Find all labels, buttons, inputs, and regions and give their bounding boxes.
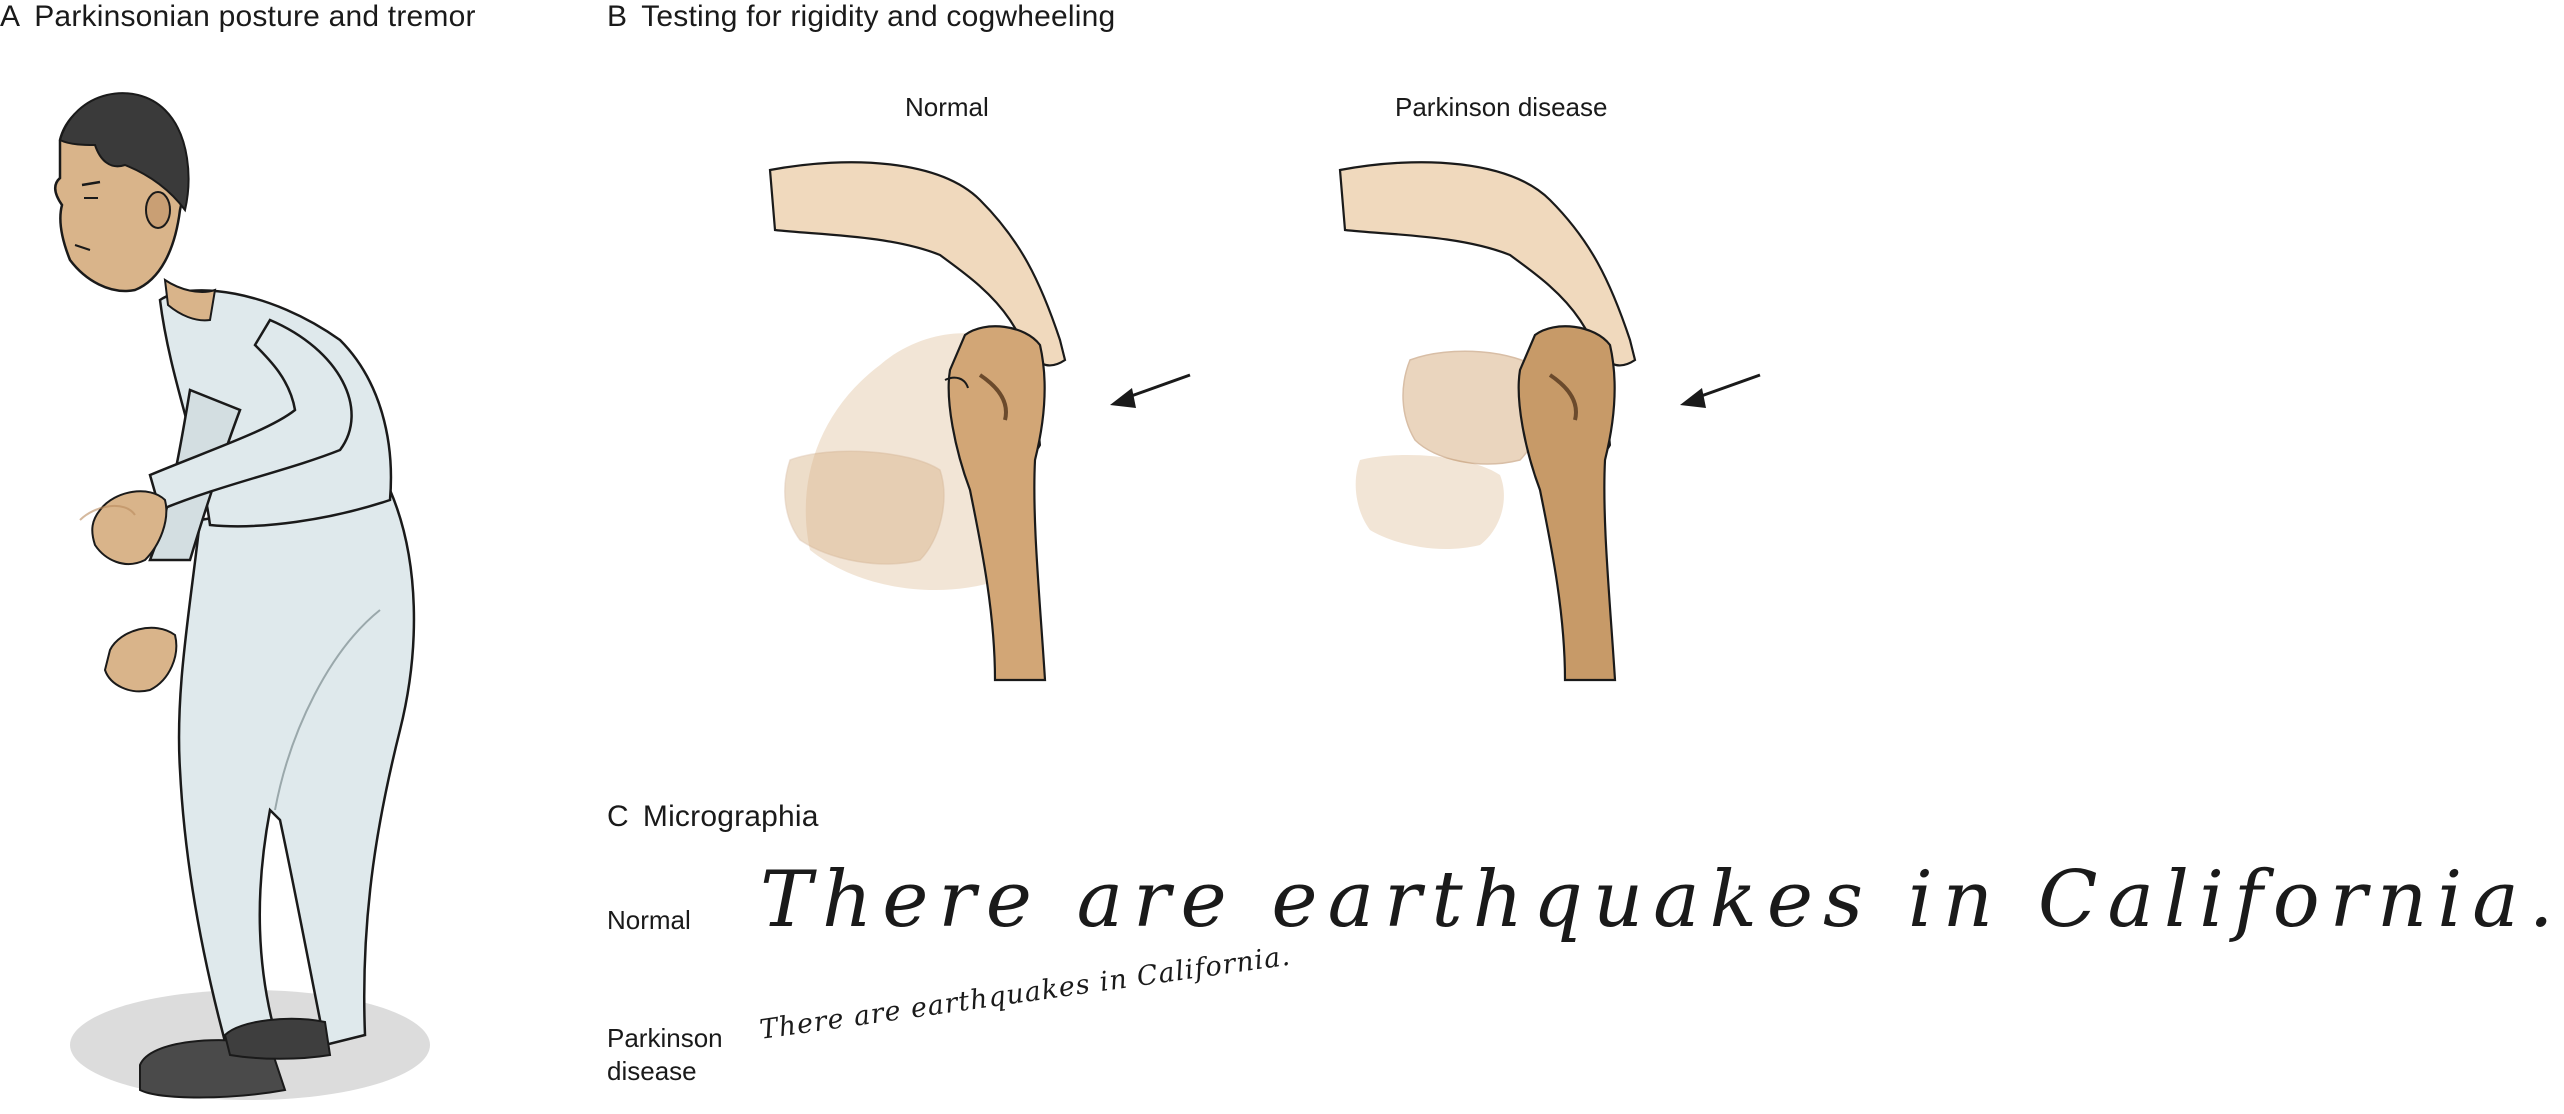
panel-b-letter: B xyxy=(607,0,628,33)
patient-hand-icon xyxy=(1519,326,1615,680)
panel-c-title-text: Micrographia xyxy=(642,800,819,833)
rigidity-parkinson-label: Parkinson disease xyxy=(1395,92,1608,122)
micrographia-normal-label: Normal xyxy=(607,905,691,935)
rigidity-normal-label: Normal xyxy=(905,92,989,122)
arrow-icon xyxy=(1680,375,1760,408)
panel-a-letter: A xyxy=(0,0,21,33)
micrographia-parkinson-label-line2: disease xyxy=(607,1056,697,1086)
panel-c-title xyxy=(607,800,819,834)
panel-a-title-text: Parkinsonian posture and tremor xyxy=(34,0,476,33)
handwriting-parkinson-sample: There are earthquakes in California. xyxy=(757,940,1293,1046)
panel-b-title xyxy=(607,0,1115,34)
micrographia-parkinson-label xyxy=(607,1022,723,1088)
man-figure-icon xyxy=(40,90,440,1110)
panel-c-letter: C xyxy=(607,800,629,833)
micrographia-parkinson-label-line1: Parkinson xyxy=(607,1023,723,1053)
rigidity-normal-illustration xyxy=(770,160,1210,700)
handwriting-normal-sample: There are earthquakes in California. xyxy=(760,855,2564,945)
rigidity-parkinson-illustration xyxy=(1340,160,1780,700)
panel-a-title xyxy=(0,0,476,34)
panel-b-title-text: Testing for rigidity and cogwheeling xyxy=(641,0,1116,33)
arrow-icon xyxy=(1110,375,1190,408)
